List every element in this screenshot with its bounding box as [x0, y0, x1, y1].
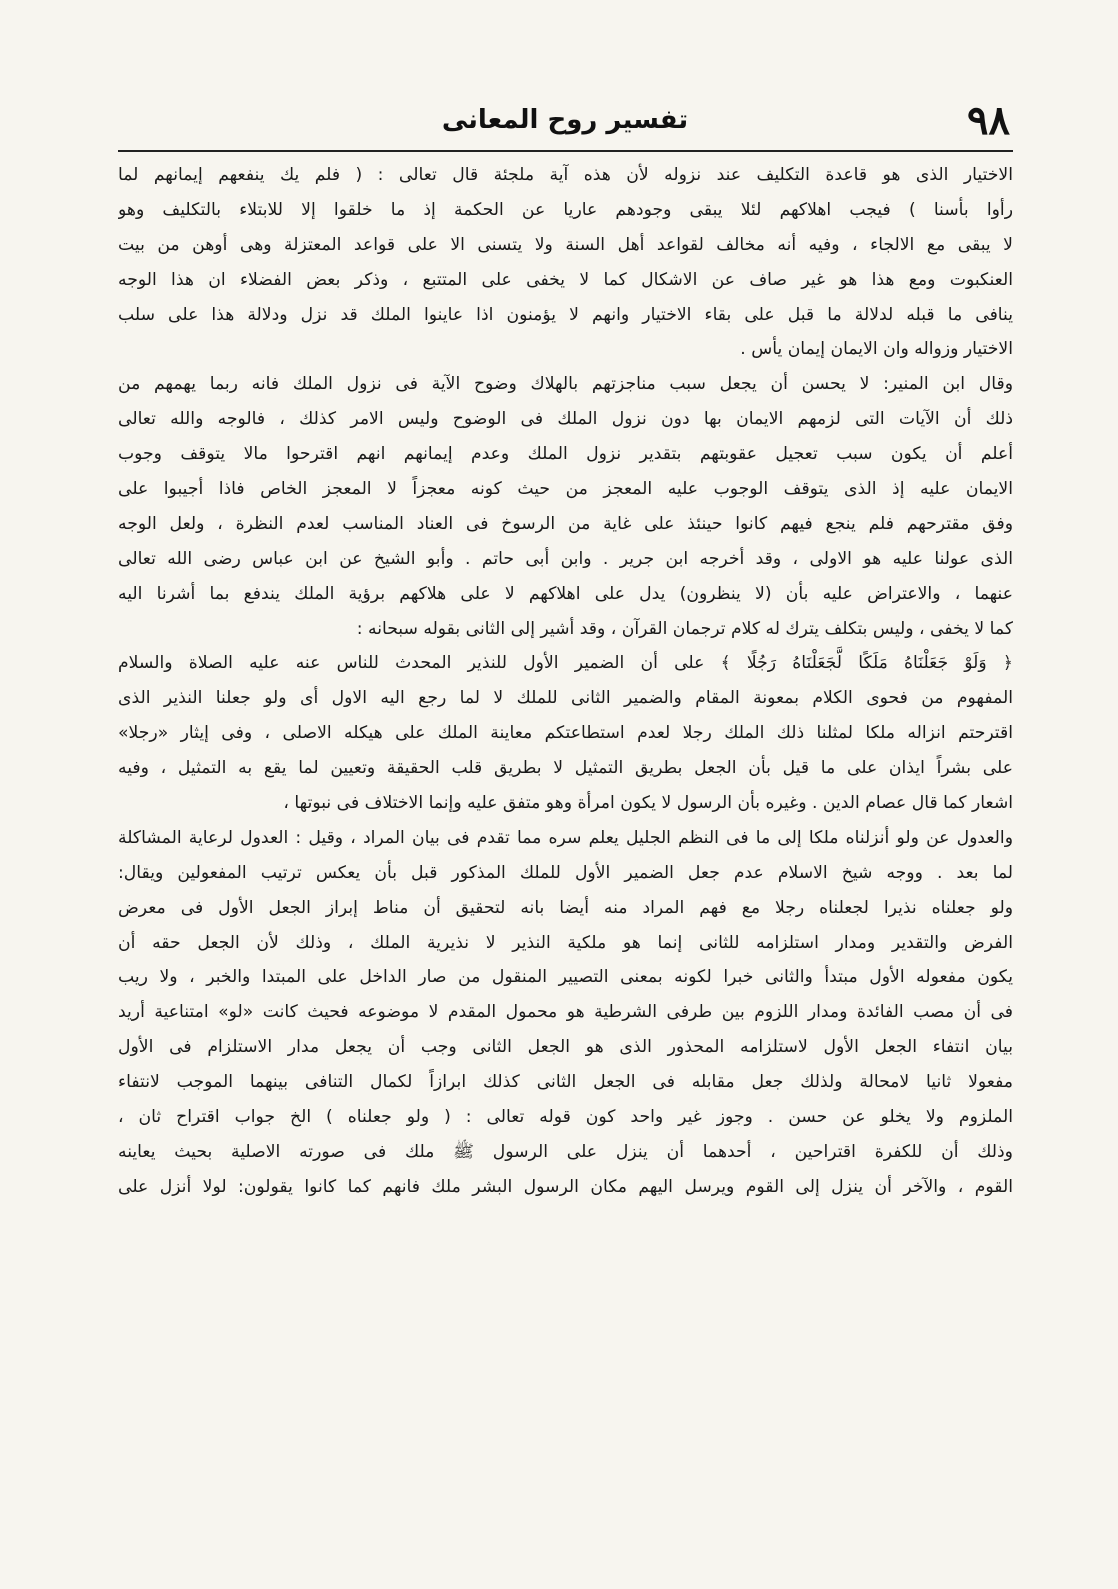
text-line: الايمان عليه إذ الذى يتوقف الوجوب عليه المعجز من حيث كونه معجزاً لا المعجز الخاص فاذا أجيبوا على — [118, 479, 1013, 500]
text-line: لما بعد . ووجه شيخ الاسلام عدم جعل الضمير الأول للملك المذكور قبل بأن يعكس ترتيب المفعولين ويقال: — [118, 862, 1013, 883]
text-line: اشعار كما قال عصام الدين . وغيره بأن الرسول لا يكون امرأة وهو متفق عليه وإنما الاختلاف فى نبوتها ، — [283, 793, 1013, 814]
quran-verse-line: ﴿ وَلَوْ جَعَلْنَاهُ مَلَكًا لَّجَعَلْنَاهُ رَجُلًا ﴾ على أن الضمير الأول للنذير المحدث للناس عنه عليه الصلاة والسلام — [118, 653, 1013, 674]
text-line: لا يبقى مع الالجاء ، وفيه أنه مخالف لقواعد أهل السنة ولا يتسنى الا على قواعد المعتزلة وهى أوهن من بيت — [118, 234, 1013, 255]
text-line: ينافى ما قبله لدلالة ما قبل على بقاء الاختيار وانهم لا يؤمنون اذا عاينوا الملك قد نزل ودلالة هذا على سلب — [118, 304, 1013, 325]
text-body — [118, 158, 1013, 1205]
page-number: ٩٨ — [967, 97, 1010, 144]
text-line: الاختيار وزواله وان الايمان إيمان يأس . — [740, 339, 1013, 360]
text-line: والعدول عن ولو أنزلناه ملكا إلى ما فى النظم الجليل يعلم سره مما تقدم فى بيان المراد ، وقيل : العدول لرعاية المشاكلة — [118, 827, 1013, 848]
text-line: ولو جعلناه نذيرا لجعلناه رجلا مع فهم المراد منه أيضا بانه لتحقيق أن مناط إبراز الجعل الأول فى معرض — [118, 897, 1013, 918]
text-line: وفق مقترحهم فلم ينجع فيهم كانوا حينئذ على غاية من الرسوخ فى العناد المناسب لعدم النظرة ، ولعل الوجه — [118, 513, 1013, 534]
text-line: الملزوم ولا يخلو عن حسن . وجوز غير واحد كون قوله تعالى : ( ولو جعلناه ) الخ جواب اقتراح ثان ، — [118, 1107, 1013, 1128]
text-line: وقال ابن المنير: لا يحسن أن يجعل سبب مناجزتهم بالهلاك وضوح الآية فى نزول الملك فانه ربما يهمهم من — [118, 374, 1013, 395]
text-line: وذلك أن للكفرة اقتراحين ، أحدهما أن ينزل على الرسول ﷺ ملك فى صورته الاصلية بحيث يعاينه — [118, 1141, 1013, 1162]
text-line: أعلم أن يكون سبب تعجيل عقوبتهم بتقدير نزول الملك وعدم إيمانهم انهم اقترحوا مالا يتوقف وجوب — [118, 444, 1013, 465]
text-line: على بشراً ايذان على ما قيل بأن الجعل بطريق التمثيل لا بطريق قلب الحقيقة وتعيين لما يقع به التمثيل ، وفيه — [118, 758, 1013, 779]
text-line: فى أن مصب الفائدة ومدار اللزوم بين طرفى الشرطية هو محمول المقدم لا موضوعه فحيث كانت «لو» امتناعية أريد — [118, 1002, 1013, 1023]
text-line: يكون مفعوله الأول مبتدأ والثانى خبرا لكونه بمعنى التصيير المنقول من صار الداخل على المبتدا والخبر ، ولا ريب — [118, 967, 1013, 988]
text-line: ذلك أن الآيات التى لزمهم الايمان بها دون نزول الملك فى الوضوح وليس الامر كذلك ، فالوجه والله تعالى — [118, 409, 1013, 430]
text-line: العنكبوت ومع هذا هو غير صاف عن الاشكال كما لا يخفى على المتتبع ، وذكر بعض الفضلاء ان هذا الوجه — [118, 269, 1013, 290]
text-line: اقترحتم انزاله ملكا لمثلنا ذلك الملك رجلا لعدم استطاعتكم معاينة الملك على هيكله الاصلى ، وفى إيثار «رجلا» — [118, 723, 1013, 744]
text-line: القوم ، والآخر أن ينزل إلى القوم ويرسل اليهم مكان الرسول البشر ملك فانهم كما كانوا يقولون: لولا أنزل على — [118, 1176, 1013, 1197]
text-line: رأوا بأسنا ) فيجب اهلاكهم لئلا يبقى وجودهم عاريا عن الحكمة إذ ما خلقوا إلا للابتلاء بالتكليف وهو — [118, 199, 1013, 220]
header-rule — [118, 150, 1013, 152]
text-line: كما لا يخفى ، وليس بتكلف يترك له كلام ترجمان القرآن ، وقد أشير إلى الثانى بقوله سبحانه : — [356, 618, 1013, 639]
text-line: المفهوم من فحوى الكلام بمعونة المقام والضمير الثانى للملك لا لما رجع اليه الاول أى ولو جعلنا النذير الذى — [118, 688, 1013, 709]
text-line: الفرض والتقدير ومدار استلزامه للثانى إنما هو ملكية النذير لا نذيرية الملك ، وذلك لأن الجعل حقه أن — [118, 932, 1013, 953]
text-line: مفعولا ثانيا لامحالة ولذلك جعل مقابله فى الجعل الثانى كذلك ابرازاً لكمال التنافى بينهما الموجب لانتفاء — [118, 1072, 1013, 1093]
text-line: عنهما ، والاعتراض عليه بأن (لا ينظرون) يدل على اهلاكهم لا على هلاكهم برؤية الملك يندفع بما أشرنا اليه — [118, 583, 1013, 604]
text-line: بيان انتفاء الجعل الأول لاستلزامه المحذور الذى هو الجعل الثانى وجب أن يجعل مدار الاستلزام فى الأول — [118, 1037, 1013, 1058]
page-header — [120, 96, 1010, 146]
running-title: تفسير روح المعانى — [441, 105, 689, 135]
text-line: الاختيار الذى هو قاعدة التكليف عند نزوله لأن هذه آية ملجئة قال تعالى : ( فلم يك ينفعهم إيمانهم لما — [118, 165, 1013, 185]
text-line: الذى عولنا عليه هو الاولى ، وقد أخرجه ابن جرير . وابن أبى حاتم . وأبو الشيخ عن ابن عباس رضى الله تعالى — [118, 548, 1013, 569]
